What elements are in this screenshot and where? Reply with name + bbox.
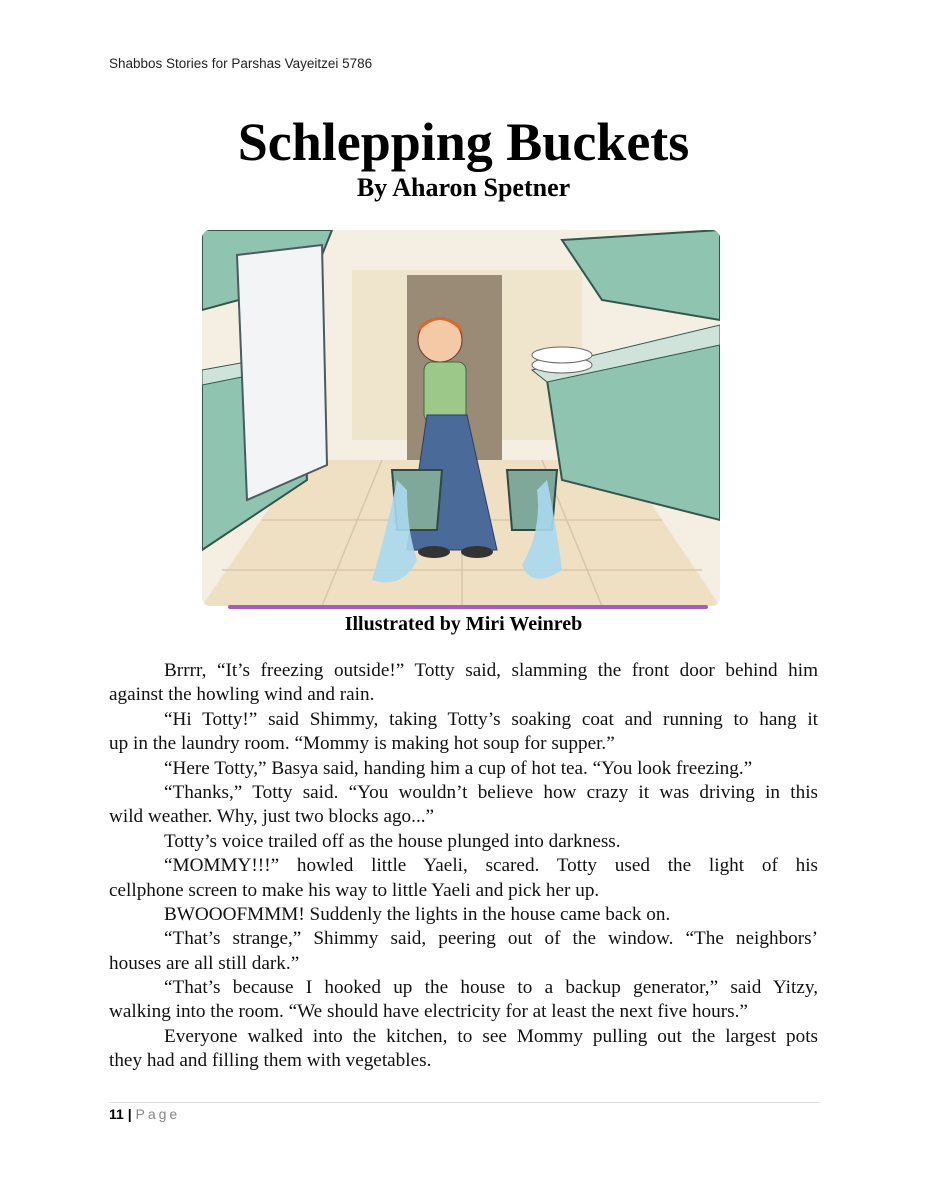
paragraph-line: BWOOOFMMM! Suddenly the lights in the house came back on.: [164, 903, 671, 925]
paragraph-line: wild weather. Why, just two blocks ago...”: [109, 806, 435, 828]
paragraph-line: “MOMMY!!!” howled little Yaeli, scared. Totty used the light of his: [164, 855, 818, 877]
story-illustration: [202, 230, 720, 606]
paragraph-line: up in the laundry room. “Mommy is making hot soup for supper.”: [109, 733, 615, 755]
paragraph-line: “That’s strange,” Shimmy said, peering out of the window. “The neighbors’: [164, 928, 818, 950]
paragraph-line: against the howling wind and rain.: [109, 684, 375, 706]
paragraph-line: “Here Totty,” Basya said, handing him a cup of hot tea. “You look freezing.”: [164, 757, 753, 779]
illustration-underline: [228, 605, 708, 609]
illustration-caption: Illustrated by Miri Weinreb: [344, 613, 583, 635]
paragraph-line: Brrrr, “It’s freezing outside!” Totty said, slamming the front door behind him: [164, 660, 818, 681]
page-label: Page: [135, 1106, 181, 1122]
running-header: Shabbos Stories for Parshas Vayeitzei 5786: [109, 56, 373, 71]
story-body: [109, 659, 818, 1074]
page-footer: [109, 1106, 180, 1122]
paragraph-line: “Hi Totty!” said Shimmy, taking Totty’s soaking coat and running to hang it: [164, 708, 818, 730]
paragraph-line: “That’s because I hooked up the house to a backup generator,” said Yitzy,: [164, 977, 818, 999]
footer-divider: [109, 1102, 820, 1103]
paragraph-line: Totty’s voice trailed off as the house plunged into darkness.: [164, 830, 621, 852]
page-separator: |: [127, 1106, 132, 1122]
story-byline: By Aharon Spetner: [356, 173, 571, 202]
paragraph-line: cellphone screen to make his way to little Yaeli and pick her up.: [109, 879, 600, 901]
paragraph-line: “Thanks,” Totty said. “You wouldn’t believe how crazy it was driving in this: [164, 781, 818, 803]
paragraph-line: houses are all still dark.”: [109, 952, 300, 974]
paragraph-line: walking into the room. “We should have electricity for at least the next five hours.”: [109, 1001, 748, 1023]
page-number: 11: [109, 1106, 124, 1122]
story-title: Schlepping Buckets: [237, 112, 690, 172]
paragraph-line: they had and filling them with vegetables.: [109, 1050, 432, 1072]
paragraph-line: Everyone walked into the kitchen, to see Mommy pulling out the largest pots: [164, 1025, 818, 1047]
